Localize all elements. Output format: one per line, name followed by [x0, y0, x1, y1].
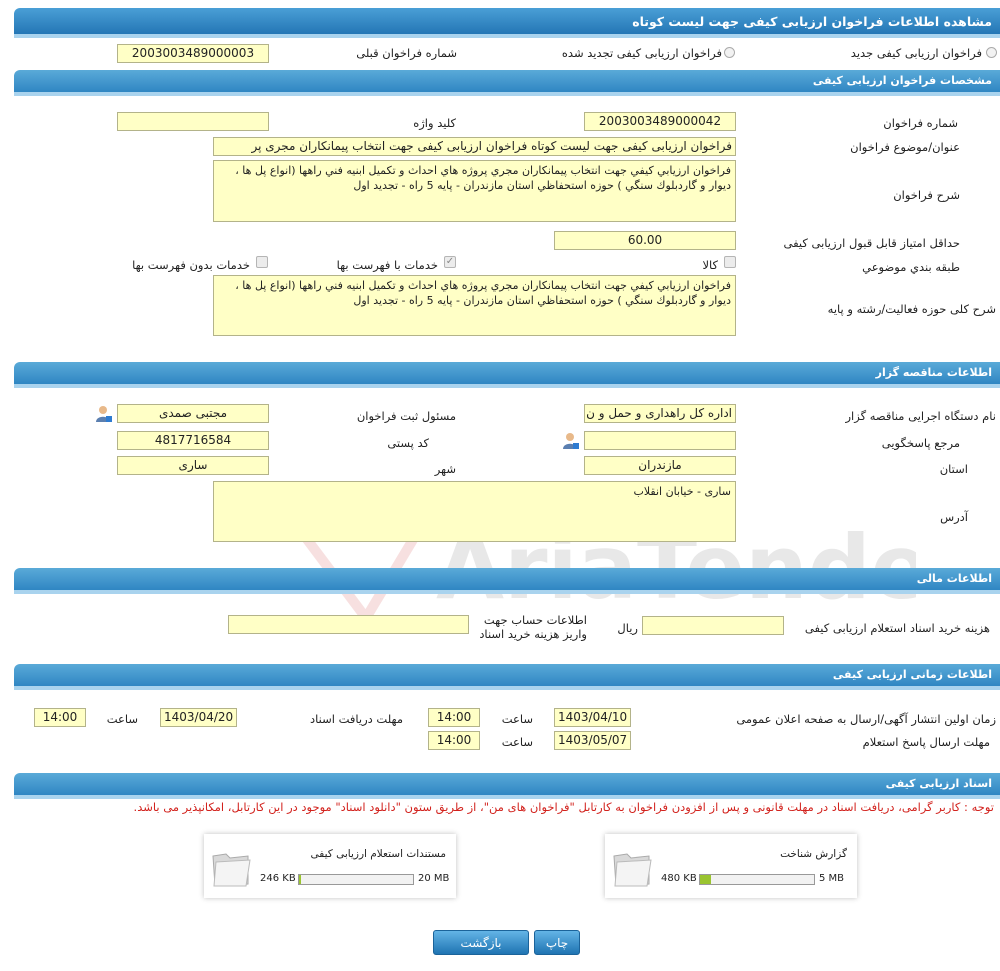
receive-date-field[interactable]: 1403/04/20 [160, 708, 237, 727]
cat-goods-label: کالا [702, 258, 718, 272]
currency-label: ریال [617, 621, 638, 635]
time-label: ساعت [501, 735, 533, 749]
section-fin-title: اطلاعات مالی [916, 572, 992, 585]
registrar-label: مسئول ثبت فراخوان [356, 409, 456, 423]
category-label: طبقه بندي موضوعي [862, 260, 960, 274]
doc2-progress-fill [700, 875, 711, 884]
keyword-label: کلید واژه [413, 116, 456, 130]
doc2-progress [699, 874, 815, 885]
ref-field[interactable] [584, 431, 736, 450]
publish-date-field[interactable]: 1403/04/10 [554, 708, 631, 727]
scope-label: شرح کلی حوزه فعالیت/رشته و پایه [827, 302, 996, 316]
description-label: شرح فراخوان [893, 188, 960, 202]
registrar-field[interactable]: مجتبی صمدی [117, 404, 269, 423]
city-field[interactable]: ساری [117, 456, 269, 475]
section-spec-title: مشخصات فراخوان ارزیابی کیفی [812, 74, 992, 87]
cost-field[interactable] [642, 616, 784, 635]
doc-card-report[interactable] [605, 834, 857, 898]
section-org-header [14, 362, 1000, 384]
min-score-label: حداقل امتیاز قابل قبول ارزیابی کیفی [783, 236, 960, 250]
reply-label: مهلت ارسال پاسخ استعلام [862, 735, 990, 749]
page-title: مشاهده اطلاعات فراخوان ارزیابی کیفی جهت لیست کوتاه [632, 14, 992, 29]
doc1-title: مستندات استعلام ارزیابی کیفی [310, 848, 446, 860]
download-note: توجه : کاربر گرامی، دریافت اسناد در مهلت قانونی و پس از افزودن فراخوان به کارتابل "فراخوان های من"، از طریق ستون "دانلود اسناد" موجود در این کارتابل، امکانپذیر می باشد. [133, 800, 994, 814]
cat-services-nolist-checkbox[interactable] [256, 256, 268, 268]
cost-label: هزینه خرید اسناد استعلام ارزیابی کیفی [804, 621, 990, 635]
publish-label: زمان اولین انتشار آگهی/ارسال به صفحه اعلان عمومی [736, 712, 996, 726]
cat-services-list-label: خدمات با فهرست بها [336, 258, 438, 272]
scope-field[interactable]: فراخوان ارزيابي كيفي جهت انتخاب پيمانكاران مجري پروژه هاي احداث و تكميل ابنيه فني راهها (انواع پل ها ، ديوار و گاردبلوك سنگي ) حوزه استحفاظي استان مازندران - پايه 5 راه - تجديد اول [213, 275, 736, 336]
receive-label: مهلت دریافت اسناد [310, 712, 403, 726]
user-icon[interactable] [95, 405, 113, 423]
folder-icon [611, 844, 653, 888]
cat-goods-checkbox[interactable] [724, 256, 736, 268]
number-label: شماره فراخوان [883, 116, 958, 130]
reply-date-field[interactable]: 1403/05/07 [554, 731, 631, 750]
keyword-field[interactable] [117, 112, 269, 131]
section-docs-title: اسناد ارزیابی کیفی [885, 777, 992, 790]
subject-label: عنوان/موضوع فراخوان [850, 140, 960, 154]
org-label: نام دستگاه اجرایی مناقصه گزار [845, 409, 996, 423]
number-field[interactable]: 2003003489000042 [584, 112, 736, 131]
doc2-max: 5 MB [819, 873, 845, 884]
receive-time-field[interactable]: 14:00 [34, 708, 86, 727]
back-button[interactable]: بازگشت [433, 930, 529, 955]
folder-icon [210, 844, 252, 888]
min-score-field[interactable]: 60.00 [554, 231, 736, 250]
province-field[interactable]: مازندران [584, 456, 736, 475]
doc1-progress [298, 874, 414, 885]
doc1-progress-fill [299, 875, 301, 884]
time-label: ساعت [501, 712, 533, 726]
cat-services-nolist-label: خدمات بدون فهرست بها [132, 258, 250, 272]
postal-field[interactable]: 4817716584 [117, 431, 269, 450]
radio-new-label: فراخوان ارزیابی کیفی جدید [850, 46, 982, 60]
address-field[interactable]: ساری - خیابان انقلاب [213, 481, 736, 542]
org-field[interactable]: اداره کل راهداری و حمل و ن [584, 404, 736, 423]
cat-services-list-checkbox[interactable]: ✓ [445, 256, 455, 267]
section-time-header [14, 664, 1000, 686]
page-title-bar [14, 8, 1000, 34]
radio-new[interactable] [986, 47, 997, 58]
description-field[interactable]: فراخوان ارزيابي كيفي جهت انتخاب پيمانكاران مجري پروژه هاي احداث و تكميل ابنيه فني راهها (انواع پل ها ، ديوار و گاردبلوك سنگي ) حوزه استحفاظي استان مازندران - پايه 5 راه - تجديد اول [213, 160, 736, 222]
doc1-max: 20 MB [418, 873, 450, 884]
reply-time-field[interactable]: 14:00 [428, 731, 480, 750]
section-docs-header [14, 773, 1000, 795]
province-label: استان [939, 462, 968, 476]
city-label: شهر [434, 462, 456, 476]
radio-renewed[interactable] [724, 47, 735, 58]
section-time-title: اطلاعات زمانی ارزیابی کیفی [832, 668, 992, 681]
address-label: آدرس [940, 510, 968, 524]
user-icon[interactable] [562, 432, 580, 450]
doc2-size: 480 KB [661, 873, 697, 884]
section-fin-header [14, 568, 1000, 590]
doc1-size: 246 KB [260, 873, 296, 884]
doc-card-assessment[interactable] [204, 834, 456, 898]
account-label-line1: اطلاعات حساب جهت [483, 613, 587, 627]
account-label-line2: واریز هزینه خرید اسناد [479, 627, 587, 641]
ref-label: مرجع پاسخگویی [881, 436, 960, 450]
postal-label: کد پستی [387, 436, 429, 450]
time-label: ساعت [106, 712, 138, 726]
doc2-title: گزارش شناخت [780, 848, 847, 860]
section-org-title: اطلاعات مناقصه گزار [875, 366, 992, 379]
print-button[interactable]: چاپ [534, 930, 580, 955]
subject-field[interactable]: فراخوان ارزیابی کیفی جهت لیست کوتاه فراخوان ارزیابی کیفی جهت انتخاب پیمانکاران مجری پر [213, 137, 736, 156]
account-field[interactable] [228, 615, 469, 634]
prev-number-label: شماره فراخوان قبلی [356, 46, 457, 60]
publish-time-field[interactable]: 14:00 [428, 708, 480, 727]
prev-number-field[interactable]: 2003003489000003 [117, 44, 269, 63]
radio-renewed-label: فراخوان ارزیابی کیفی تجدید شده [561, 46, 722, 60]
section-spec-header [14, 70, 1000, 92]
